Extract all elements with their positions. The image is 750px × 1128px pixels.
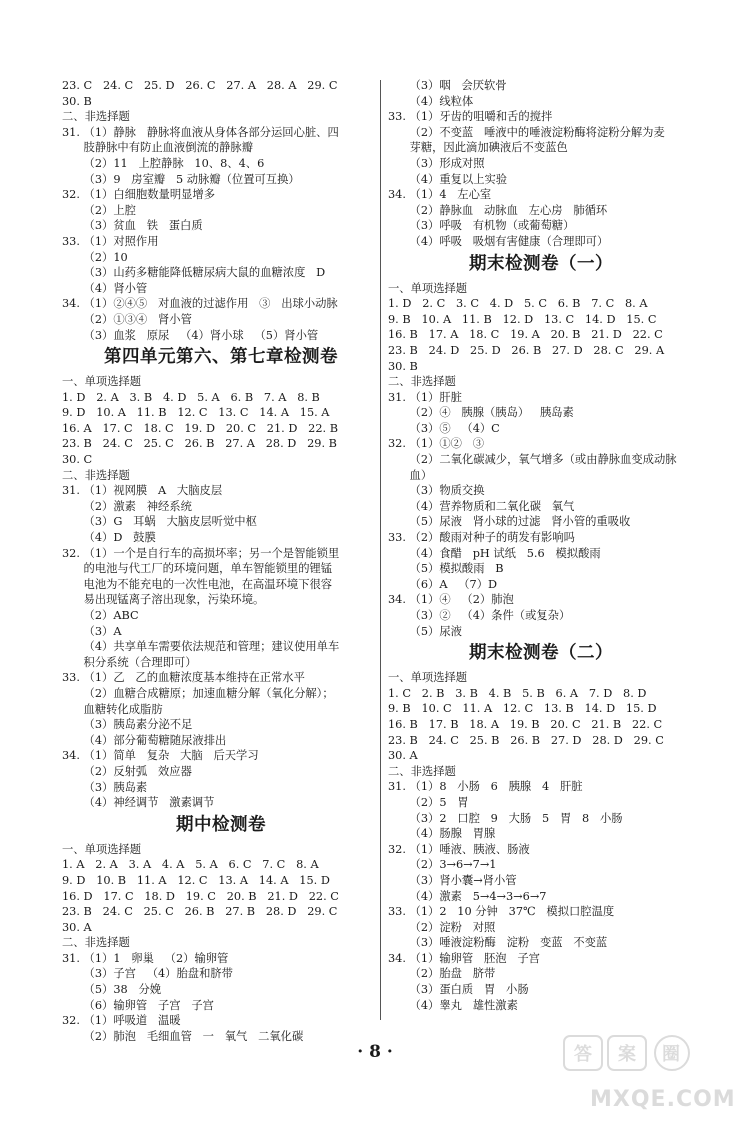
watermark-logo xyxy=(560,1030,740,1120)
answer-line: （3）蛋白质 胃 小肠 xyxy=(388,983,529,997)
svg-text:答: 答 xyxy=(574,1044,592,1065)
answer-line: 33. （2）酸雨对种子的萌发有影响吗 xyxy=(388,531,575,545)
section-heading: 第四单元第六、第七章检测卷 xyxy=(104,347,338,368)
answer-line: 电池为不能充电的一次性电池，在高温环境下很容 xyxy=(62,577,333,591)
answer-line: 32. （1）呼吸道 温暖 xyxy=(62,1014,181,1028)
answer-line: 16. D 17. C 18. D 19. C 20. B 21. D 22. C xyxy=(62,889,339,903)
answer-line: （3）② （4）条件（或复杂） xyxy=(388,609,571,622)
section-heading: 期中检测卷 xyxy=(176,814,266,835)
answer-line: 30. A xyxy=(388,749,418,763)
answer-line: （5）尿液 肾小球的过滤 肾小管的重吸收 xyxy=(388,515,631,529)
answer-line: （3）A xyxy=(62,624,122,638)
answer-line: （4）肠腺 胃腺 xyxy=(388,827,496,841)
answer-line: （3）⑤ （4）C xyxy=(388,421,500,435)
answer-line: （3）血浆 原尿 （4）肾小球 （5）肾小管 xyxy=(62,328,319,342)
answer-line: （5）模拟酸雨 B xyxy=(388,562,504,576)
svg-text:圈: 圈 xyxy=(662,1044,680,1065)
answer-line: （3）呼吸 有机物（或葡萄糖） xyxy=(388,219,575,233)
answer-line: （2）10 xyxy=(62,250,128,264)
answer-line: （4）D 鼓膜 xyxy=(62,531,156,545)
answer-line: 1. A 2. A 3. A 4. A 5. A 6. C 7. C 8. A xyxy=(62,858,319,872)
answer-line: 9. D 10. B 11. A 12. C 13. A 14. A 15. D xyxy=(62,873,330,887)
answer-line: 31. （1）肝脏 xyxy=(388,390,462,404)
answer-line: 16. A 17. C 18. C 19. D 20. C 21. D 22. B xyxy=(62,421,339,435)
answer-line: （2）血糖合成糖原；加速血糖分解（氧化分解）； xyxy=(62,686,334,700)
answer-line: 二、非选择题 xyxy=(62,110,130,124)
answer-line: （4）部分葡萄糖随尿液排出 xyxy=(62,733,227,747)
answer-line: 23. B 24. C 25. C 26. B 27. B 28. D 29. C xyxy=(62,905,338,919)
answer-line: （5）尿液 xyxy=(388,624,462,638)
answer-line: （2）静脉血 动脉血 左心房 肺循环 xyxy=(388,203,608,217)
answer-line: （4）食醋 pH 试纸 5.6 模拟酸雨 xyxy=(388,546,601,560)
answer-line: 31. （1）8 小肠 6 胰腺 4 肝脏 xyxy=(388,780,583,794)
answer-line: 积分系统（合理即可） xyxy=(62,655,197,669)
answer-line: （6）输卵管 子宫 子宫 xyxy=(62,998,214,1012)
right-column xyxy=(388,78,694,1013)
answer-line: 二、非选择题 xyxy=(388,764,456,778)
answer-line: 血糖转化成脂肪 xyxy=(62,702,163,716)
answer-line: 33. （1）对照作用 xyxy=(62,234,159,248)
answer-line: 一、单项选择题 xyxy=(62,375,142,389)
answer-line: 23. B 24. C 25. B 26. B 27. D 28. D 29. C xyxy=(388,733,664,747)
answer-line: （2）肺泡 毛细血管 一 氧气 二氧化碳 xyxy=(62,1029,304,1043)
answer-line: 二、非选择题 xyxy=(62,468,130,482)
answer-line: 34. （1）输卵管 胚泡 子宫 xyxy=(388,951,540,965)
answer-line: （3）胰岛素 xyxy=(62,780,148,794)
answer-line: （2）上腔 xyxy=(62,203,136,217)
answer-line: （2）①③④ 肾小管 xyxy=(62,312,192,326)
answer-line: 一、单项选择题 xyxy=(388,281,468,295)
answer-line: 二、非选择题 xyxy=(388,375,456,389)
answer-line: （2）5 胃 xyxy=(388,795,469,809)
answer-line: （4）激素 5→4→3→6→7 xyxy=(388,889,547,903)
answer-line: （3）形成对照 xyxy=(388,156,485,170)
answer-line: （2）激素 神经系统 xyxy=(62,499,192,513)
answer-line: 30. A xyxy=(62,920,92,934)
left-column xyxy=(62,78,380,1044)
answer-line: （3）物质交换 xyxy=(388,484,485,498)
answer-line: （2）淀粉 对照 xyxy=(388,920,496,934)
answer-line: 31. （1）视网膜 A 大脑皮层 xyxy=(62,484,223,498)
answer-line: （2）ABC xyxy=(62,609,139,622)
answer-line: （2）不变蓝 唾液中的唾液淀粉酶将淀粉分解为麦 xyxy=(388,125,665,139)
answer-line: 33. （1）2 10 分钟 37℃ 模拟口腔温度 xyxy=(388,905,615,919)
answer-line: 16. B 17. A 18. C 19. A 20. B 21. D 22. C xyxy=(388,328,663,342)
answer-line: （3）G 耳蜗 大脑皮层听觉中枢 xyxy=(62,515,257,529)
answer-line: 一、单项选择题 xyxy=(388,671,468,685)
svg-text:MXQE.COM: MXQE.COM xyxy=(590,1087,736,1112)
answer-line: （3）肾小囊→肾小管 xyxy=(388,873,517,887)
answer-line: 肢静脉中有防止血液倒流的静脉瓣 xyxy=(62,141,254,155)
answer-line: （3）9 房室瓣 5 动脉瓣（位置可互换） xyxy=(62,172,300,186)
section-heading: 期末检测卷（二） xyxy=(469,643,613,664)
answer-line: （3）贫血 铁 蛋白质 xyxy=(62,219,203,233)
answer-line: 34. （1）4 左心室 xyxy=(388,188,492,202)
answer-line: 1. D 2. C 3. C 4. D 5. C 6. B 7. C 8. A xyxy=(388,297,648,311)
answer-line: （4）神经调节 激素调节 xyxy=(62,796,215,810)
answer-line: （4）肾小管 xyxy=(62,281,148,295)
answer-line: （2）反射弧 效应器 xyxy=(62,764,192,778)
answer-line: 33. （1）乙 乙的血糖浓度基本维持在正常水平 xyxy=(62,671,305,685)
answer-line: （4）营养物质和二氧化碳 氧气 xyxy=(388,499,575,513)
answer-line: 23. C 24. C 25. D 26. C 27. A 28. A 29. C xyxy=(62,79,338,92)
answer-line: 33. （1）牙齿的咀嚼和舌的搅拌 xyxy=(388,110,553,124)
answer-line: （2）胎盘 脐带 xyxy=(388,967,496,981)
answer-line: （3）咽 会厌软骨 xyxy=(388,79,507,92)
answer-line: 32. （1）①② ③ xyxy=(388,437,485,451)
answer-line: 16. B 17. B 18. A 19. B 20. C 21. B 22. C xyxy=(388,717,663,731)
answer-line: 32. （1）白细胞数量明显增多 xyxy=(62,188,216,202)
answer-line: （3）胰岛素分泌不足 xyxy=(62,718,193,732)
answer-line: （2）3→6→7→1 xyxy=(388,858,497,872)
answer-line: 芽糖，因此滴加碘液后不变蓝色 xyxy=(388,141,568,155)
answer-line: 30. C xyxy=(62,453,93,467)
answer-line: 31. （1）静脉 静脉将血液从身体各部分运回心脏、四 xyxy=(62,125,339,139)
svg-text:案: 案 xyxy=(618,1044,636,1065)
answer-line: （2）④ 胰腺（胰岛） 胰岛素 xyxy=(388,406,574,420)
answer-line: 的电池与代工厂的环境问题，单车智能锁里的锂锰 xyxy=(62,562,333,576)
answer-line: 23. B 24. C 25. C 26. B 27. A 28. D 29. B xyxy=(62,437,337,451)
answer-line: 34. （1）简单 复杂 大脑 后天学习 xyxy=(62,749,259,763)
answer-line: 一、单项选择题 xyxy=(62,842,142,856)
answer-line: （3）子宫 （4）胎盘和脐带 xyxy=(62,967,233,981)
answer-line: 9. B 10. A 11. B 12. D 13. C 14. D 15. C xyxy=(388,312,657,326)
answer-line: （4）呼吸 吸烟有害健康（合理即可） xyxy=(388,234,609,248)
answer-line: 30. B xyxy=(388,359,418,373)
answer-line: （2）二氧化碳减少，氧气增多（或由静脉血变成动脉 xyxy=(388,453,677,467)
answer-line: 9. B 10. C 11. A 12. C 13. B 14. D 15. D xyxy=(388,702,657,716)
answer-line: （2）11 上腔静脉 10、8、4、6 xyxy=(62,156,265,170)
answer-line: 1. C 2. B 3. B 4. B 5. B 6. A 7. D 8. D xyxy=(388,686,647,700)
answer-line: （3）唾液淀粉酶 淀粉 变蓝 不变蓝 xyxy=(388,936,608,950)
answer-line: 1. D 2. A 3. B 4. D 5. A 6. B 7. A 8. B xyxy=(62,390,320,404)
answer-line: 易出现锰离子溶出现象，污染环境。 xyxy=(62,593,265,607)
answer-line: 34. （1）②④⑤ 对血液的过滤作用 ③ 出球小动脉 xyxy=(62,297,338,311)
answer-line: （3）2 口腔 9 大肠 5 胃 8 小肠 xyxy=(388,811,623,825)
answer-line: （4）睾丸 雄性激素 xyxy=(388,998,518,1012)
answer-line: 二、非选择题 xyxy=(62,936,130,950)
answer-line: （4）线粒体 xyxy=(388,94,474,108)
answer-line: （3）山药多糖能降低糖尿病大鼠的血糖浓度 D xyxy=(62,266,326,280)
answer-line: （5）38 分娩 xyxy=(62,983,162,997)
answer-line: 30. B xyxy=(62,94,92,108)
answer-line: 血） xyxy=(388,468,433,482)
answer-line: （6）A （7）D xyxy=(388,577,498,591)
section-heading: 期末检测卷（一） xyxy=(469,253,613,274)
answer-line: 9. D 10. A 11. B 12. C 13. C 14. A 15. A xyxy=(62,406,330,420)
answer-line: 32. （1）唾液、胰液、肠液 xyxy=(388,842,530,856)
answer-line: 32. （1）一个是自行车的高损坏率；另一个是智能锁里 xyxy=(62,546,340,560)
answer-line: 23. B 24. D 25. D 26. B 27. D 28. C 29. A xyxy=(388,343,665,357)
answer-line: （4）重复以上实验 xyxy=(388,172,508,186)
answer-line: 34. （1）④ （2）肺泡 xyxy=(388,593,514,607)
page-number: · 8 · xyxy=(357,1042,393,1062)
answer-line: （4）共享单车需要依法规范和管理；建议使用单车 xyxy=(62,640,340,654)
column-divider xyxy=(380,80,381,1020)
answer-line: 31. （1）1 卵巢 （2）输卵管 xyxy=(62,951,229,965)
